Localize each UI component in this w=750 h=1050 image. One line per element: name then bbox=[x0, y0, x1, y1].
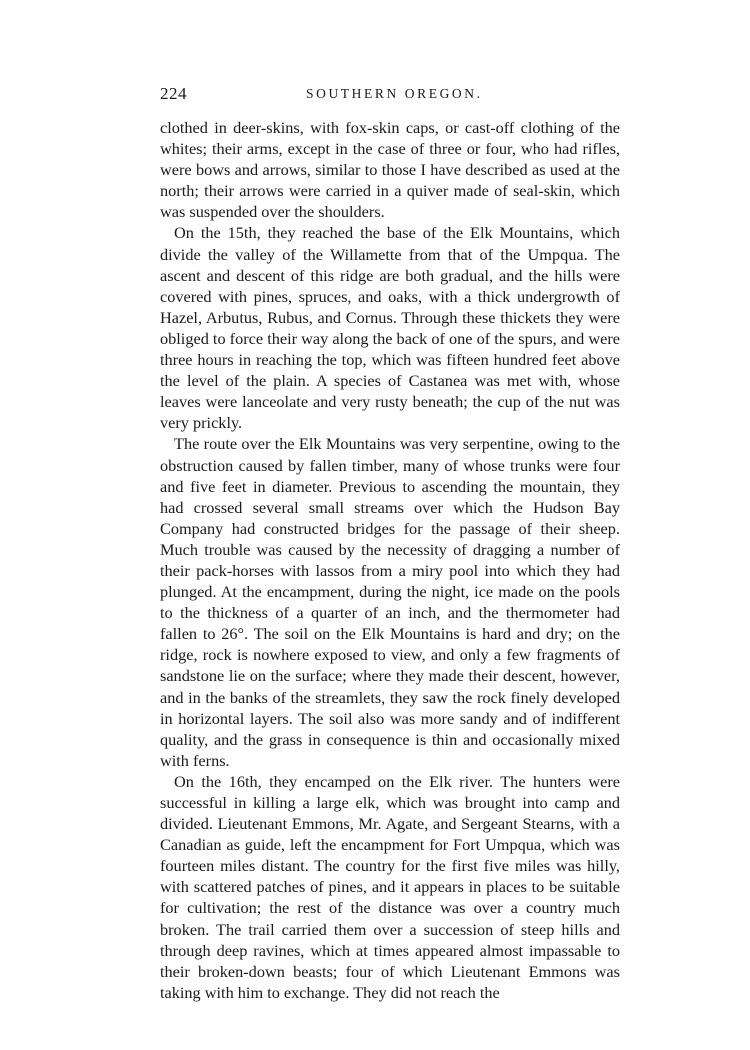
body-text bbox=[160, 117, 620, 1003]
page-number: 224 bbox=[160, 84, 187, 103]
page-header bbox=[160, 84, 500, 106]
paragraph: On the 16th, they encamped on the Elk river. The hunters were successful in killing a large elk, which was brought into camp and divided. Lieutenant Emmons, Mr. Agate, and Sergeant Stearns, with a Canadian as guide, left the encampment for Fort Umpqua, which was fourteen miles distant. The country for the first five miles was hilly, with scattered patches of pines, and it appears in places to be suitable for cultivation; the rest of the distance was over a country much broken. The trail carried them over a succession of steep hills and through deep ravines, which at times appeared almost impassable to their broken-down beasts; four of which Lieutenant Emmons was taking with him to exchange. They did not reach the bbox=[160, 771, 620, 1002]
running-head: SOUTHERN OREGON. bbox=[306, 86, 483, 101]
paragraph: On the 15th, they reached the base of the Elk Mountains, which divide the valley of the Willamette from that of the Umpqua. The ascent and descent of this ridge are both gradual, and the hills were covered with pines, spruces, and oaks, with a thick undergrowth of Hazel, Arbutus, Rubus, and Cornus. Through these thickets they were obliged to force their way along the back of one of the spurs, and were three hours in reaching the top, which was fifteen hundred feet above the level of the plain. A species of Castanea was met with, whose leaves were lanceolate and very rusty beneath; the cup of the nut was very prickly. bbox=[160, 223, 620, 433]
paragraph-continued: clothed in deer-skins, with fox-skin caps, or cast-off clothing of the whites; their arms, except in the case of three or four, who had rifles, were bows and arrows, similar to those I have described as used at the north; their arrows were carried in a quiver made of seal-skin, which was suspended over the shoulders. bbox=[160, 118, 620, 222]
paragraph: The route over the Elk Mountains was very serpentine, owing to the obstruction caused by fallen timber, many of whose trunks were four and five feet in diameter. Previous to ascending the mountain, they had crossed several small streams over which the Hudson Bay Company had constructed bridges for the passage of their sheep. Much trouble was caused by the necessity of dragging a number of their pack-horses with lassos from a miry pool into which they had plunged. At the encampment, during the night, ice made on the pools to the thickness of a quarter of an inch, and the thermometer had fallen to 26°. The soil on the Elk Mountains is hard and dry; on the ridge, rock is nowhere exposed to view, and only a few fragments of sandstone lie on the surface; where they made their descent, however, and in the banks of the streamlets, they saw the rock finely developed in horizontal layers. The soil also was more sandy and of indifferent quality, and the grass in consequence is thin and occasionally mixed with ferns. bbox=[160, 434, 620, 770]
